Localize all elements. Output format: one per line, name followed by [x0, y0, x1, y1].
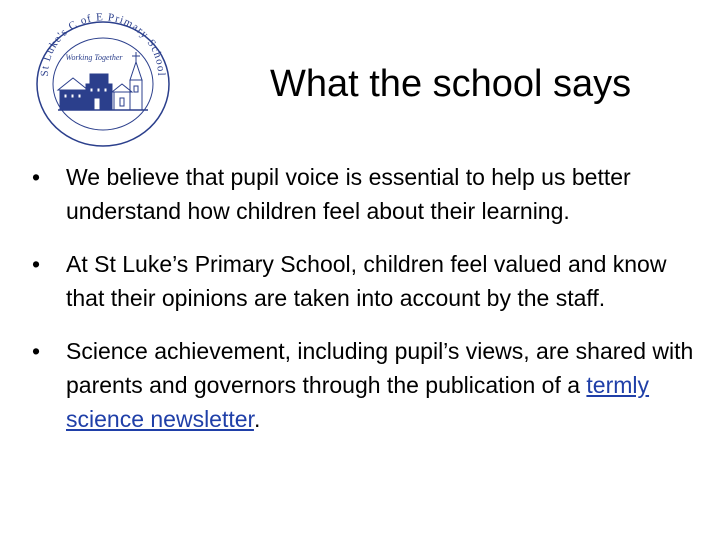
bullet-item — [30, 247, 700, 315]
logo-motto: Working Together — [65, 53, 123, 62]
bullet-item — [30, 334, 700, 436]
bullet-list — [30, 160, 700, 455]
bullet-dot: • — [32, 338, 41, 364]
bullet-text: We believe that pupil voice is essential to help us better understand how children feel about their learning. — [66, 164, 631, 224]
bullet-dot: • — [32, 164, 41, 190]
bullet-text: At St Luke’s Primary School, children feel valued and know that their opinions are taken into account by the staff. — [66, 251, 667, 311]
slide-title: What the school says — [270, 63, 632, 105]
bullet-dot: • — [32, 251, 41, 277]
newsletter-link[interactable]: termly science newsletter — [66, 372, 650, 432]
school-building-icon — [58, 74, 112, 110]
bullet-text-after-link: . — [253, 406, 261, 432]
bullet-item — [30, 160, 700, 228]
logo-ring-text: St Luke's C of E Primary School — [38, 12, 168, 77]
bullet-text-before-link: Science achievement, including pupil’s views, are shared with parents and governors through the publication of a — [66, 338, 694, 398]
school-logo — [28, 12, 178, 152]
